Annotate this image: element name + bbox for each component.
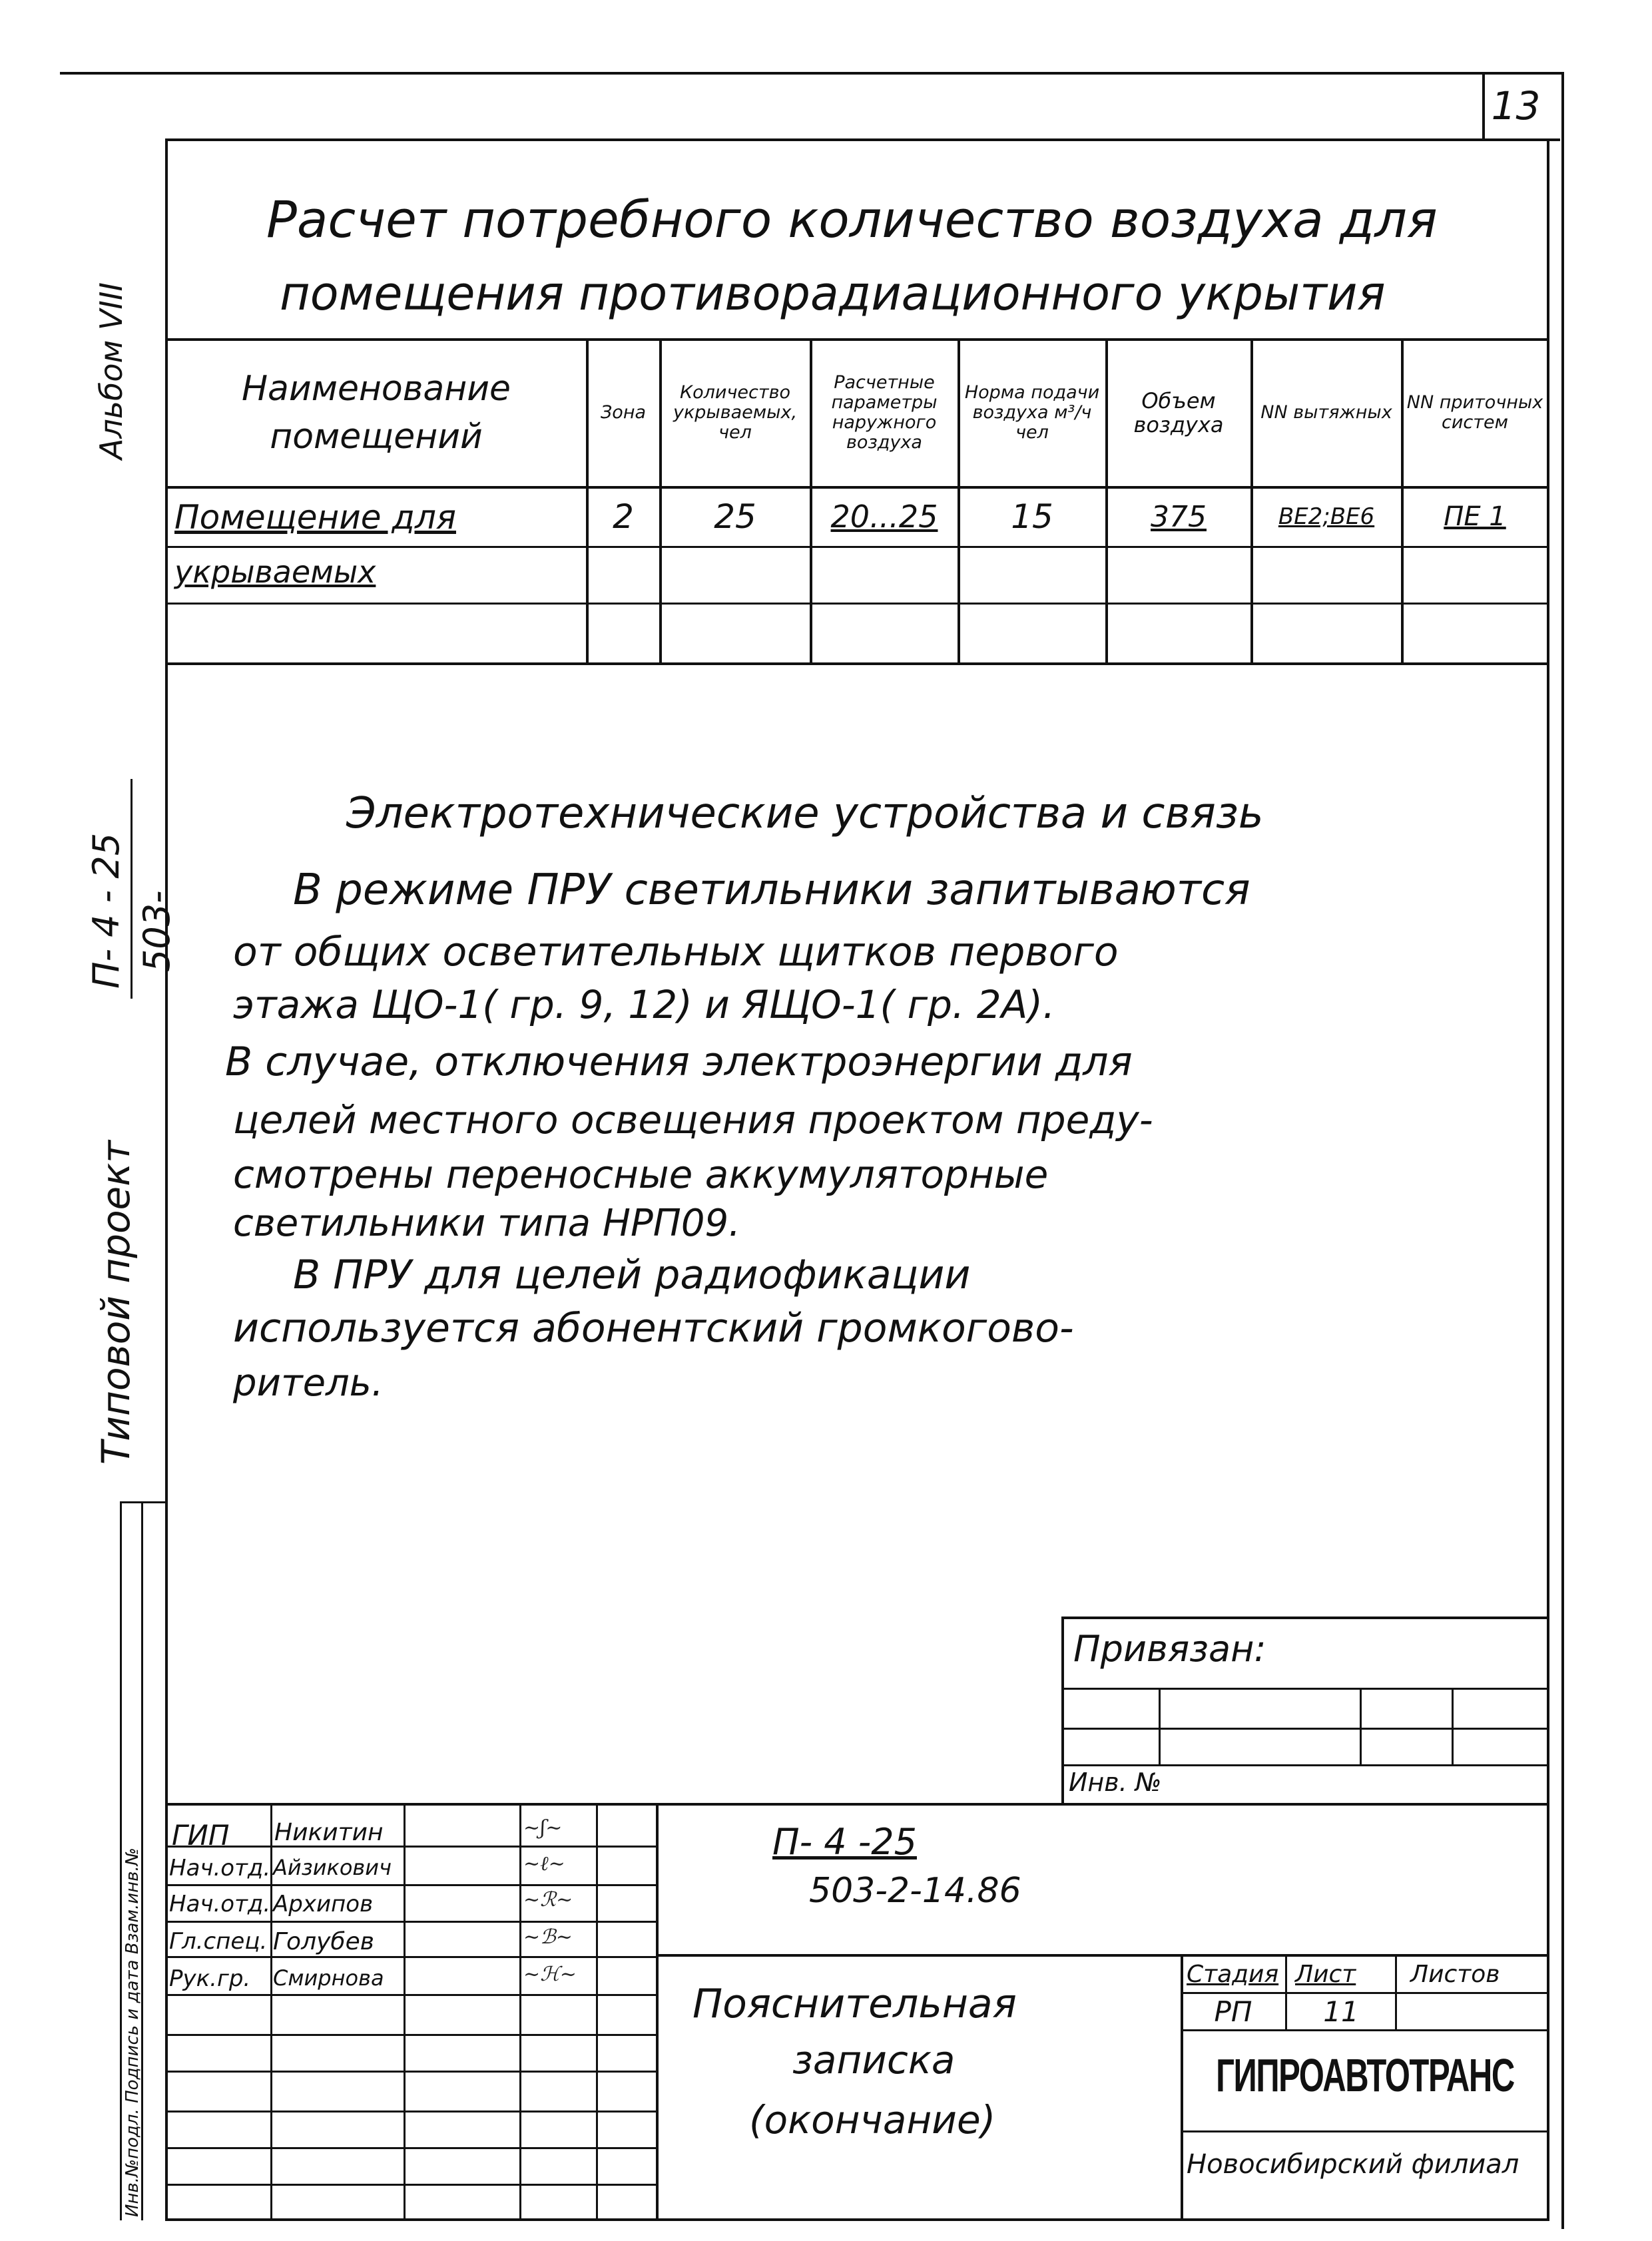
table-header-volume: Объем воздуха [1133, 388, 1224, 437]
staff-row-8 [165, 2111, 656, 2113]
section-line-8: В ПРУ для целей радиофикации [293, 1252, 971, 1298]
binding-left [1061, 1617, 1064, 1803]
table-header-count: Количество укрываемых, чел [673, 382, 798, 443]
staff-col-4 [596, 1803, 598, 2220]
project-number-divider [131, 779, 133, 999]
staff-row-10 [165, 2184, 656, 2186]
section-line-7: светильники типа НРП09. [233, 1202, 740, 1245]
frame-bottom [165, 2218, 1549, 2221]
staff-row-2 [165, 1884, 656, 1886]
stage-row-3 [1181, 2130, 1548, 2132]
section-line-2: от общих осветительных щитков первого [233, 929, 1119, 975]
staff-row-7 [165, 2071, 656, 2073]
staff-row-1 [165, 1846, 656, 1848]
table-row1-bottom [165, 546, 1548, 548]
page-number: 13 [1491, 83, 1541, 128]
binding-col-3 [1452, 1688, 1454, 1764]
frame-top [165, 138, 1560, 141]
binding-row-1 [1061, 1688, 1548, 1690]
staff-name-5: Смирнова [273, 1965, 384, 1991]
frame-right [1547, 138, 1549, 2221]
table-header-params: Расчетные параметры наружного воздуха [831, 372, 938, 453]
stage-row-2 [1181, 2029, 1548, 2031]
staff-role-2: Нач.отд. [169, 1855, 271, 1881]
sheet-value: 11 [1323, 1995, 1359, 2028]
section-line-3: этажа ЩО-1( гр. 9, 12) и ЯЩО-1( гр. 2А). [233, 982, 1055, 1027]
staff-col-3 [519, 1803, 521, 2220]
section-line-1: В режиме ПРУ светильники запитываются [293, 866, 1250, 915]
binding-row-3 [1061, 1764, 1548, 1766]
staff-row-3 [165, 1921, 656, 1923]
table-cell-r2-name: укрываемых [174, 554, 376, 590]
frame-outer-right [1561, 72, 1564, 2229]
signature-5: ~ℋ~ [523, 1963, 577, 1986]
table-header-bottom [165, 486, 1548, 489]
stage-row-1 [1181, 1992, 1548, 1994]
table-row2-bottom [165, 603, 1548, 605]
org-name: ГИПРОАВТОТРАНС [1216, 2049, 1514, 2101]
table-title-line2: помещения противорадиационного укрытия [280, 266, 1386, 321]
table-title-line1: Расчет потребного количество воздуха для [266, 190, 1438, 249]
staff-name-4: Голубев [273, 1928, 374, 1955]
binding-col-1 [1159, 1688, 1161, 1764]
table-cell-r1-name: Помещение для [174, 498, 456, 537]
signature-2: ~ℓ~ [523, 1852, 565, 1875]
binding-title: Привязан: [1073, 1628, 1266, 1670]
archive-col-1 [120, 1501, 122, 2220]
section-line-6: смотрены переносные аккумуляторные [233, 1152, 1049, 1197]
staff-row-5 [165, 1994, 656, 1996]
table-cell-r1-zone: 2 [613, 497, 634, 536]
staff-row-4 [165, 1956, 656, 1958]
table-bottom [165, 662, 1548, 665]
section-title: Электротехнические устройства и связь [346, 789, 1264, 838]
section-line-4: В случае, отключения электроэнергии для [225, 1039, 1133, 1085]
sheets-label: Листов [1410, 1961, 1500, 1988]
branch-name: Новосибирский филиал [1187, 2149, 1519, 2180]
doc-title-line3: (окончание) [749, 2097, 996, 2142]
table-header-zone: Зона [600, 402, 647, 423]
binding-row-2 [1061, 1728, 1548, 1730]
titleblock-top [165, 1803, 1548, 1806]
staff-row-6 [165, 2034, 656, 2036]
stage-col-2 [1395, 1954, 1397, 2029]
project-number-bottom: 503- [136, 890, 178, 972]
staff-col-1 [270, 1803, 272, 2220]
signature-3: ~ℛ~ [523, 1888, 573, 1911]
doc-title-line2: записка [792, 2037, 956, 2083]
section-line-5: целей местного освещения проектом преду- [233, 1097, 1153, 1142]
staff-row-9 [165, 2147, 656, 2149]
binding-inv-label: Инв. № [1069, 1768, 1162, 1797]
doc-title-line1: Пояснительная [692, 1981, 1017, 2027]
doc-code-line2: 503-2-14.86 [809, 1871, 1021, 1911]
table-cell-r1-params: 20...25 [830, 499, 938, 535]
binding-top [1061, 1617, 1548, 1619]
doc-code-line1: П- 4 -25 [772, 1821, 917, 1863]
table-header-norm: Норма подачи воздуха м³/ч чел [964, 382, 1100, 443]
table-cell-r1-volume: 375 [1151, 499, 1207, 534]
signature-4: ~ℬ~ [523, 1925, 573, 1949]
sheet-label: Лист [1295, 1961, 1356, 1988]
table-header-name: Наименование помещений [241, 369, 511, 457]
staff-role-1: ГИП [172, 1819, 230, 1852]
project-number-top: П- 4 - 25 [85, 832, 127, 989]
table-header-supply: NN приточных систем [1406, 392, 1543, 433]
table-top [165, 338, 1548, 341]
table-header-exhaust: NN вытяжных [1260, 402, 1392, 423]
stage-col-1 [1285, 1954, 1287, 2029]
table-cell-r1-norm: 15 [1011, 497, 1053, 536]
album-label: Альбом VIII [93, 282, 129, 459]
staff-role-5: Рук.гр. [169, 1965, 251, 1992]
stage-value: РП [1214, 1995, 1252, 2028]
titleblock-mid [656, 1954, 1548, 1957]
project-line-label: Типовой проект [93, 1140, 138, 1465]
stage-label: Стадия [1187, 1961, 1279, 1988]
table-cell-r1-supply: ПЕ 1 [1444, 501, 1506, 532]
table-cell-r1-exhaust: ВЕ2;ВЕ6 [1278, 503, 1375, 530]
staff-name-1: Никитин [274, 1819, 384, 1846]
archive-columns-label: Инв.№подл. Подпись и дата Взам.инв.№ [123, 1848, 142, 2217]
staff-name-2: Айзикович [273, 1855, 392, 1880]
staff-name-3: Архипов [273, 1891, 374, 1917]
staff-role-3: Нач.отд. [169, 1891, 271, 1917]
titleblock-staff-sep [656, 1803, 659, 2220]
table-cell-r1-count: 25 [714, 497, 756, 536]
binding-col-2 [1360, 1688, 1362, 1764]
staff-col-2 [404, 1803, 406, 2220]
section-line-10: ритель. [233, 1362, 384, 1405]
top-rule [60, 72, 1561, 75]
section-line-9: используется абонентский громкогово- [233, 1305, 1074, 1352]
staff-role-4: Гл.спец. [169, 1928, 268, 1955]
frame-left [165, 138, 168, 2221]
archive-top [120, 1501, 165, 1503]
signature-1: ~ʃ~ [523, 1816, 563, 1840]
